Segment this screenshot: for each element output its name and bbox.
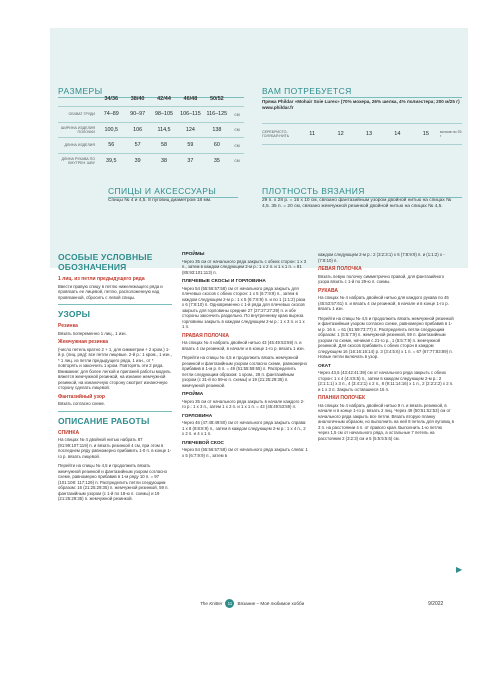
sleeves-text: Перейти на спицы № 4,5 и продолжить вязать жемчужной резинкой и фантазийным узором согласно схеме, равномерно прибавив в 1-м р. 16 п. = 61 (61:69:73:77) п. Распределить петли следующим образом: 1 (5:5:7:9) п. жемчужной резинкой, 59 п. фантазийным узором по схеме, начиная с 21-го р., 1 (5:5:7:9) п. жемчужной резинкой. Для скосов прибавить с обеих сторон в каждом следующем 16 (16:16:16:14) р. 3 (3:4:5:6) х 1 п. = 67 (67:77:83:89) п. Новые петли включать в узор. bbox=[318, 315, 454, 359]
divider bbox=[58, 304, 172, 305]
magazine-tagline: Вязание – Моё любимое хобби bbox=[237, 601, 305, 606]
divider bbox=[58, 411, 172, 412]
sleeves-text: На спицах № 4 набрать двойной нитью для каждого рукава по 45 (45:53:57:61) п. и вязать 4 см резинкой, в начале и в конце 1-го р. вязать 1 изн. bbox=[318, 295, 449, 311]
row-label: ОБХВАТ ГРУДИ bbox=[68, 112, 95, 117]
cell: 106 bbox=[133, 126, 143, 133]
table-row bbox=[58, 137, 244, 153]
cell: 106–115 bbox=[180, 111, 201, 118]
neck-text: Через 46 (47:48:49:50) см от начального ряда закрыть справа: 1 х 8 (8:8:8:9) п., затем в каждом следующем 2-м р.: 1 х 4 п., 2 х 2 п. и 4 х 1 п. bbox=[182, 420, 307, 436]
yarn-count: 11 bbox=[309, 131, 316, 137]
armhole-text: Через 35 см от начального ряда закрыть в начале каждого 2-го р.: 1 х 3 п., затем 1 х 2 п. и 1 х 1 п. = 43 (45:49:53:59) п. bbox=[182, 398, 305, 409]
neck-title: ГОРЛОВИНА bbox=[182, 413, 213, 419]
pearl-text: (число петель кратно 2 + 1, для симметрии + 2 кром.) 1-й р. (лиц. ряд): все петли лицевые. 2-й р.: 1 кром., 1 изн., * 1 лиц. из петли предыдущего ряда, 1 изн., от * повторять и закончить 1 кром. Повторять эти 2 ряда. Внимание: для более легкой и пригожей работы модель вяжется жемчужной резинкой, на изнанке жемчужной резинкой, на изнаночную сторону смотрит изнаночную сторону сделать лицевой. bbox=[58, 346, 172, 390]
back-title: СПИНКА bbox=[58, 429, 80, 436]
sizes-table bbox=[58, 96, 244, 168]
unit: см bbox=[234, 127, 240, 133]
yarn-quantity-row bbox=[262, 123, 462, 145]
cell: 90–97 bbox=[130, 111, 146, 118]
holes-title: ПРОЙМЫ bbox=[182, 252, 205, 257]
column-3 bbox=[318, 252, 454, 445]
holes-text: Через 35 см от начального ряда закрыть с обеих сторон: 1 х 3 п., затем в каждом следующем 2-м р.: 1 х 2 п. и 1 х 1 п. = 81 (85:93:101:113) п. bbox=[182, 258, 307, 275]
unit: см bbox=[234, 158, 240, 164]
size-header: 50/52 bbox=[209, 96, 224, 102]
cell: 57 bbox=[134, 142, 141, 149]
cell: 35 bbox=[213, 157, 220, 164]
gauge-text: 29 п. х 28 р. = 15 х 10 см, связано фантазийным узором двойной нитью на спицах № 4,5. 35 п. = 20 см, связано жемчужной резинкой двойной нитью на спицах № 4,5. bbox=[262, 198, 452, 210]
cell: 59 bbox=[187, 142, 194, 149]
bevels-title: ПЛЕЧЕВЫЕ СКОСЫ И ГОРЛОВИНА bbox=[182, 279, 266, 284]
yarn-count: 13 bbox=[365, 131, 373, 137]
fancy-text: Вязать согласно схеме. bbox=[58, 401, 106, 406]
cell: 114,5 bbox=[157, 126, 171, 133]
needles-text: Спицы № 4 и 4,5. 8 пуговиц диаметром 18 мм. bbox=[108, 198, 212, 203]
cap-text: Через 43,5 (43:42:41:39) см от начального ряда закрыть с обеих сторон: 1 х 4 (4:4:5:5) п., затем в каждом следующем 2-м р.: 2 (2:1:1:1) х 3 п., 4 (3:4:2:1) х 2 п., 8 (9:11:14:16) х 1 п., 2 (2:2:2:2) х 2 п. и 1 х 3 п. Закрыть оставшиеся 15 п. bbox=[318, 370, 454, 392]
column-2 bbox=[182, 252, 308, 462]
yarn-description bbox=[262, 99, 462, 111]
page-footer bbox=[200, 599, 304, 608]
table-row bbox=[58, 153, 244, 169]
column-1 bbox=[58, 252, 172, 506]
back-text: Перейти на спицы № 4,5 и продолжить вязать жемчужной резинкой и фантазийным узором согласно схеме, равномерно прибавив в 1-м ряду 10 п. = 97 (101:108: 117:129) п. Распределить петли следующим образом: 16 (21:25:29:35) п. жемчужной резинкой, 59 п. фантазийным узором (с 1-й по 18-ю п. схемы) и 19 (21:25:29:35) п. жемчужной резинкой. bbox=[58, 463, 169, 501]
pearl-title: Жемчужная резинка bbox=[58, 339, 109, 345]
bands-title: ПЛАНКИ ПОЛОЧЕК bbox=[318, 395, 366, 401]
armhole-title: ПРОЙМА bbox=[182, 392, 204, 397]
cell: 37 bbox=[187, 157, 194, 164]
cell: 74–89 bbox=[103, 111, 119, 118]
sleeves-title: РУКАВА bbox=[318, 287, 339, 294]
cell: 60 bbox=[213, 142, 220, 149]
special-text: Ввести правую спицу в петлю нижележащего ряда и провязать ее лицевой, петлю, расположенную над провязанной, сбросить с левой спицы. bbox=[58, 283, 163, 300]
page-number: 11 bbox=[225, 599, 234, 608]
cell: 98–105 bbox=[155, 111, 174, 118]
yarn-heading: ВАМ ПОТРЕБУЕТСЯ bbox=[262, 86, 462, 98]
special-title: ОСОБЫЕ УСЛОВНЫЕ ОБОЗНАЧЕНИЯ bbox=[58, 252, 153, 272]
yarn-unit: мотков по 25 г bbox=[440, 130, 462, 138]
sizes-heading: РАЗМЕРЫ bbox=[58, 86, 244, 98]
table-row bbox=[58, 106, 244, 122]
bands-text: На спицах № 4 набрать двойной нитью 9 п. и вязать резинкой, в начале и в конце 1-го р. вязать 2 лиц. Через 49 (50:51:52:53) см от начального ряда закрыть все петли. Вязать вторую планку аналогичным образом, но выполнить на ней 8 петель для пуговиц в 3 п. на расстоянии 4 п. от правого края. Выполнить 1-ю петлю через 1,5 см от начального ряда, а остальные 7 петель на расстоянии 2 (3:2:3) см и 5 (5:5:5:5:6) см. bbox=[318, 402, 454, 441]
yarn-count: 12 bbox=[337, 131, 344, 137]
row-label: ШИРИНА ИЗДЕЛИЯ ПОЛОЧКИ bbox=[61, 125, 95, 134]
cell: 100,5 bbox=[104, 126, 118, 133]
cell: 124 bbox=[185, 126, 195, 133]
cell: 116–125 bbox=[206, 111, 228, 118]
unit: см bbox=[234, 111, 240, 117]
work-title: ОПИСАНИЕ РАБОТЫ bbox=[58, 415, 150, 426]
yarn-name: Пряжа Phildar «Mohair Soie Lurex» (70% мохера, 26% шелка, 4% полиэстера; 200 м/25 г) bbox=[262, 99, 460, 104]
continued-text: каждом следующем 2-м р.: 2 (3:2:3:1) х 6 (7:8:9:9) п. и (1:1:2) х -(7:8:10) п. bbox=[318, 252, 445, 263]
row-label: ДЛИНА ИЗДЕЛИЯ bbox=[64, 143, 95, 148]
gauge-heading: ПЛОТНОСТЬ ВЯЗАНИЯ bbox=[262, 186, 462, 198]
yarn-count: 14 bbox=[394, 131, 401, 137]
left-front-text: Вязать левую полочку симметрично правой, для фантазийного узора вязать с 1-й по 29-ю п. схемы. bbox=[318, 273, 445, 284]
sizes-header-row bbox=[58, 96, 244, 106]
special-subtitle: 1 лиц. из петли предыдущего ряда bbox=[58, 276, 145, 282]
fancy-title: Фантазийный узор bbox=[58, 393, 105, 400]
size-header: 46/48 bbox=[183, 96, 198, 102]
left-front-title: ЛЕВАЯ ПОЛОЧКА bbox=[318, 266, 362, 272]
cell: 39,5 bbox=[105, 157, 117, 164]
issue-date: 9/2022 bbox=[428, 601, 444, 607]
size-header: 34/36 bbox=[104, 96, 119, 102]
yarn-color-label: СЕРЕБРИСТО-ГОЛУБАЯ НИТЬ bbox=[262, 129, 290, 138]
right-front-text: Перейти на спицы № 4,5 и продолжить вязать жемчужной резинкой и фантазийным узором согласно схеме, равномерно прибавив в 1-м р. 6 п. = 49 (51:55:59:65) п. Распределить петли следующим образом: 1 кром., 28 п. фантазийным узором (с 31-й по 59-ю п. схемы) и 19 (21:25:29:35) п. жемчужной резинкой. bbox=[182, 355, 308, 388]
cell: 138 bbox=[212, 126, 222, 133]
cell: 56 bbox=[108, 142, 115, 149]
size-header: 38/40 bbox=[130, 96, 145, 102]
row-label: ДЛИНА РУКАВА ПО ВНУТРЕН. ШВУ bbox=[61, 156, 95, 165]
rib-title: Резинка bbox=[58, 323, 78, 329]
unit: см bbox=[234, 142, 240, 148]
magazine-name: The Knitter bbox=[200, 601, 223, 606]
cell: 38 bbox=[161, 157, 168, 164]
shoulder-text: Через 54 (55:56:57:58) см от начального ряда закрыть слева: 1 х 5 (6:7:9:9) п., затем в bbox=[182, 447, 308, 458]
table-row bbox=[58, 122, 244, 138]
continue-arrow-icon: ▶ bbox=[456, 565, 463, 574]
yarn-count: 15 bbox=[422, 131, 429, 137]
right-front-text: На спицах № 4 набрать двойной нитью 43 (45:49:53:59) п. и вязать 4 см резинкой, в начале и в конце 1-го р. вязать 1 изн. bbox=[182, 340, 305, 351]
cell: 39 bbox=[134, 157, 141, 164]
rib-text: Вязать попеременно 1 лиц., 1 изн. bbox=[58, 330, 127, 336]
shoulder-title: ПЛЕЧЕВОЙ СКОС bbox=[182, 440, 225, 446]
cap-title: ОКАТ bbox=[318, 363, 331, 369]
right-front-title: ПРАВАЯ ПОЛОЧКА bbox=[182, 332, 229, 339]
back-text: На спицах № 4 двойной нитью набрать 87 (91:99:107:119) п. и вязать резинкой 4 см, при этом в последнем ряду равномерно прибавить 1-0 п. в конце 1-го р. вязать лицевой. bbox=[58, 437, 172, 459]
needles-heading: СПИЦЫ И АКСЕССУАРЫ bbox=[108, 186, 238, 198]
yarn-site: www.phildar.fr bbox=[262, 105, 294, 110]
patterns-title: УЗОРЫ bbox=[58, 309, 91, 319]
bevels-text: Через 54 (55:56:57:58) см от начального ряда закрыть для плечевых скосов с обеих сторон: 1 х 5 (6:7:9:9) п., затем в каждом следующем 2-м р.: 1 х 5 (6:7:8:9) п. и по 1 (1:1:2) раза х 6 (7:8:10) п. Одновременно с 1-й ряда для плечевых скосов закрыть для горловины средние 27 (27:27:27:29) п. и обе стороны закончить раздельно. По внутреннему краю выреза горловины закрыть в каждом следующем 2-м р.: 1 х 3 п. и 1 х 1 п. bbox=[182, 285, 306, 329]
size-header: 42/44 bbox=[157, 96, 171, 102]
cell: 58 bbox=[161, 142, 168, 149]
